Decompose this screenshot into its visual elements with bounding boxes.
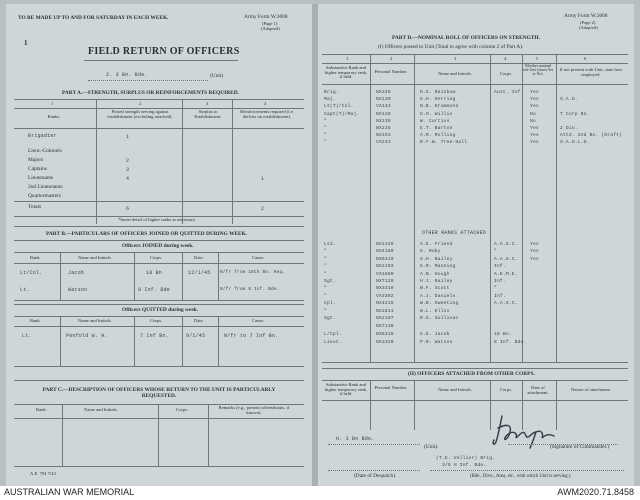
roll-name: W. Curtiss xyxy=(420,118,450,124)
unit-value: 2. 3 Bn. Bde. xyxy=(106,72,148,78)
roll-unit: Yes xyxy=(530,126,539,131)
roll-rank: L/Cpl. xyxy=(324,332,342,337)
joined-cause: N/fr from 18th Bn. Req. xyxy=(220,270,286,275)
joined-rank: Lt. xyxy=(20,287,30,293)
roll-corps: 8 Inf. Bde. xyxy=(494,340,527,345)
col-header: Corps. xyxy=(150,318,163,323)
roll-name: W.L. Ellis xyxy=(420,308,450,314)
roll-unit: Yes xyxy=(530,133,539,139)
roll-unit: No xyxy=(530,118,536,124)
rank-label: Lieutenants xyxy=(28,175,54,181)
col-header: Name and Initials. xyxy=(438,71,472,76)
roll-rank: " xyxy=(324,293,327,299)
typed-unit: 3/5 H Inf. Bde. xyxy=(442,463,487,468)
roll-num: VX143 xyxy=(376,104,391,110)
col-header: Surplus to Establishment. xyxy=(194,109,222,119)
footer-right: AWM2020.71.8458 xyxy=(557,487,634,497)
posted-value: 2 xyxy=(126,158,130,164)
roll-rank: Sgt. xyxy=(324,316,336,321)
col-number: 3 xyxy=(206,101,209,106)
left-page xyxy=(6,4,312,486)
quitted-name: Penfold W. H. xyxy=(66,333,108,339)
col-number: 3 xyxy=(454,56,457,61)
roll-num: NX139 xyxy=(376,118,391,124)
totals-reinf: 2 xyxy=(261,206,265,212)
col-number: 6 xyxy=(584,56,587,61)
col-header: Cause. xyxy=(252,255,265,260)
roll-rank: " xyxy=(324,118,327,124)
roll-rank: " xyxy=(324,256,327,262)
rank-label: Quartermasters xyxy=(28,193,61,199)
sub-i: (I) Officers posted to Unit (Total to agree with column 2 of Part A). xyxy=(378,44,524,50)
roll-name: G.H. Willis xyxy=(420,111,453,117)
ranks-list xyxy=(28,149,63,203)
roll-emp: 2 Div. xyxy=(560,126,578,131)
reinf-value: 1 xyxy=(261,176,265,182)
roll-num: VX3302 xyxy=(376,293,394,299)
roll-rank: " xyxy=(324,271,327,277)
form-title: FIELD RETURN OF OFFICERS xyxy=(88,46,240,57)
roll-name: D.G. Rainbow xyxy=(420,90,456,95)
roll-corps: A.A.S.C. xyxy=(494,256,518,262)
roll-num: NX130 xyxy=(376,97,391,103)
footnote: *Insert detail of higher ranks as necessary. xyxy=(118,217,196,222)
col-header: Substantive Rank and higher temporary rank, if held. xyxy=(324,65,368,80)
form-adapted: (Adapted) xyxy=(579,25,598,30)
roll-num: NX3310 xyxy=(376,286,394,292)
roll-corps: A.E.M.E. xyxy=(494,271,518,277)
unit-label: (Unit) xyxy=(210,73,224,79)
roll-name: A.R. Rolling xyxy=(420,133,456,139)
roll-num: NX2107 xyxy=(376,316,394,321)
col-header: Personal Number. xyxy=(374,69,408,74)
roll-name: A.E. Friend xyxy=(420,242,453,247)
roll-rank: Brig. xyxy=(324,90,339,95)
col-number: 2 xyxy=(139,101,142,106)
roll-rank: " xyxy=(324,126,327,131)
rank-label: Captains xyxy=(28,166,47,172)
roll-num: NX7120 xyxy=(376,279,394,284)
col-header: Name and Initials. xyxy=(84,407,118,412)
footer-bar xyxy=(0,486,640,500)
col-header: Corps. xyxy=(499,71,513,76)
part-d-heading: PART D.—NOMINAL ROLL OF OFFICERS ON STRENGTH. xyxy=(392,35,540,41)
joined-corps: 18 Bn xyxy=(146,270,163,276)
roll-num: NX4180 xyxy=(376,249,394,255)
roll-rank: Cpl. xyxy=(324,301,336,307)
roll-rank: Sgt. xyxy=(324,279,336,284)
signature-label: (Signature of Commander.) xyxy=(550,444,610,450)
col-header: Whether nominal role Unit (insert Yes or No). xyxy=(522,64,554,76)
joined-date: 12/1/45 xyxy=(188,270,211,276)
roll-corps: " xyxy=(494,286,497,292)
roll-num: VX243 xyxy=(376,140,391,146)
roll-num: NX128 xyxy=(376,111,391,117)
roll-name: W.F. Scott xyxy=(420,286,450,292)
roll-unit: Yes xyxy=(530,97,539,103)
roll-name: G.R. Manning xyxy=(420,264,456,270)
col-header: Rank. xyxy=(30,318,41,323)
col-header: Nature of attachment. xyxy=(571,387,611,392)
part-b-heading: PART B.—PARTICULARS OF OFFICERS JOINED OR QUITTED DURING WEEK. xyxy=(46,231,248,237)
roll-rank: Lieut. xyxy=(324,340,342,345)
roll-num: NX1811 xyxy=(376,308,394,314)
roll-name: E.T. Barton xyxy=(420,126,453,131)
roll-unit: Yes xyxy=(530,140,539,146)
margin-mark: 1 xyxy=(24,39,28,47)
posted-value: 3 xyxy=(126,167,130,173)
roll-rank: " xyxy=(324,249,327,255)
roll-name: R.G. Sullivan xyxy=(420,316,459,321)
roll-num: NX1346 xyxy=(376,242,394,247)
roll-unit: Yes xyxy=(530,249,539,255)
quitted-cause: N/fr to 7 Inf Bn. xyxy=(224,333,279,339)
roll-rank: Lt(T)/Col. xyxy=(324,104,354,110)
roll-name: H.J. Bailey xyxy=(420,279,453,284)
date-label: (Date of Despatch). xyxy=(354,473,397,479)
quitted-corps: 7 Inf Bn. xyxy=(140,333,169,339)
col-header: Corps. xyxy=(150,255,163,260)
form-id: Army Form W.3008 xyxy=(564,13,608,19)
joined-corps: 8 Inf. Bde xyxy=(138,287,171,293)
roll-unit: Yes xyxy=(530,90,539,95)
totals-label: Totals xyxy=(28,204,42,210)
roll-num: NX3320 xyxy=(376,340,394,345)
col-header: Date. xyxy=(194,255,204,260)
roll-rank: " xyxy=(324,140,327,146)
part-a-heading: PART A.—STRENGTH, SURPLUS OR REINFORCEMENTS REQUIRED. xyxy=(62,90,239,96)
rank-label: Lieut.-Colonels xyxy=(28,148,62,154)
rank-label: Majors xyxy=(28,157,44,163)
typed-rank: Brigadier xyxy=(28,133,57,139)
unit-label: (Unit). xyxy=(424,444,439,450)
roll-name: N.B. Drummond xyxy=(420,104,459,110)
roll-unit: Yes xyxy=(530,104,539,110)
form-page: (Page 1) xyxy=(262,21,278,26)
col-header: Rank. xyxy=(30,255,41,260)
print-code: A.E. 794 7/43 xyxy=(30,471,56,476)
roll-emp: Attd. 2nd Bn. (Draft) xyxy=(560,133,623,139)
roll-num: NX4215 xyxy=(376,301,394,307)
roll-rank: Capt(T)/Maj. xyxy=(324,111,360,117)
quitted-heading: Officers QUITTED during week. xyxy=(122,307,199,313)
roll-name: A.B. Hough xyxy=(420,271,450,277)
col-header: Name and Initials. xyxy=(78,255,112,260)
roll-name: P.R. Watson xyxy=(420,340,453,345)
col-header: Corps. xyxy=(499,387,513,392)
joined-name: Watson xyxy=(68,287,88,293)
sub-ii: (II) OFFICERS ATTACHED FROM OTHER CORPS. xyxy=(408,371,535,377)
bde-label: (Bde., Divn., Area, etc., with which Unit is serving.) xyxy=(470,474,571,479)
col-number: 4 xyxy=(264,101,267,106)
roll-corps: Inf. xyxy=(494,293,506,299)
col-number: 1 xyxy=(51,101,54,106)
roll-name: S.H. Bailey xyxy=(420,256,453,262)
roll-unit: Yes xyxy=(530,256,539,262)
col-header: Name and Initials. xyxy=(78,318,112,323)
roll-banner: OTHER RANKS ATTACHED xyxy=(422,230,487,236)
joined-heading: Officers JOINED during week. xyxy=(122,243,194,249)
posted-value: 1 xyxy=(126,134,130,140)
typed-name: (T.E. Vellier) Brig. xyxy=(436,456,496,461)
roll-name: G.H. Herring xyxy=(420,97,456,103)
roll-num: NX346 xyxy=(376,90,391,95)
col-header: If not present with Unit, state how employed. xyxy=(559,67,623,77)
roll-rank: " xyxy=(324,264,327,270)
joined-name: Jacob xyxy=(68,270,85,276)
roll-unit: No xyxy=(530,111,536,117)
roll-emp: S.A.O. xyxy=(560,97,578,103)
rank-label: 2nd Lieutenants xyxy=(28,184,63,190)
posted-value: 4 xyxy=(126,176,130,182)
col-header: Rank. xyxy=(36,407,47,412)
joined-rank: Lt/Col. xyxy=(20,270,43,276)
roll-corps: 18 Bn. xyxy=(494,332,512,337)
col-header: Cause. xyxy=(252,318,265,323)
top-notice: TO BE MADE UP TO AND FOR SATURDAY IN EACH WEEK. xyxy=(18,15,169,21)
col-header: Date. xyxy=(194,318,204,323)
roll-name: R.F.W. Tree-Hall xyxy=(420,140,468,146)
roll-num: VX1880 xyxy=(376,271,394,277)
col-header: Posted strength serving against establishment (excluding attached). xyxy=(107,109,173,119)
roll-rank: " xyxy=(324,308,327,314)
quitted-date: 9/1/45 xyxy=(186,333,206,339)
roll-num: NX7138 xyxy=(376,324,394,329)
roll-name: A.J. Daniels xyxy=(420,293,456,299)
totals-posted: 6 xyxy=(126,206,130,212)
roll-num: NX2103 xyxy=(376,264,394,270)
roll-rank: " xyxy=(324,133,327,139)
col-header: Reinforcements required (i.e. deficits on establishment). xyxy=(240,109,294,119)
part-c-heading: PART C.—DESCRIPTION OF OFFICERS WHOSE RETURN TO THE UNIT IS PARTICULARLY REQUESTED. xyxy=(42,387,276,399)
col-number: 1 xyxy=(346,56,349,61)
roll-emp: T Corp Bn. xyxy=(560,111,590,117)
joined-cause: N/fr from 8 Inf. Bde. xyxy=(220,287,280,292)
roll-corps: A.A.S.C. xyxy=(494,301,518,307)
footer-left: AUSTRALIAN WAR MEMORIAL xyxy=(4,487,135,497)
col-header: Remarks (e.g., present whereabouts, if known). xyxy=(218,405,290,415)
roll-num: WX235 xyxy=(376,126,391,131)
right-page xyxy=(318,4,634,486)
col-header: Ranks. xyxy=(47,114,61,119)
roll-num: NX5316 xyxy=(376,332,394,337)
roll-corps: Inf. xyxy=(494,279,506,284)
roll-unit: Yes xyxy=(530,242,539,247)
col-header: Substantive Rank and higher temporary rank, if held. xyxy=(324,382,368,397)
roll-corps: Inf. xyxy=(494,264,506,270)
col-number: 2 xyxy=(390,56,393,61)
roll-corps: Aust. Inf. xyxy=(494,90,524,95)
roll-num: NX193 xyxy=(376,133,391,139)
roll-name: G.E. Jacob xyxy=(420,332,450,337)
unit-value: H. 3 Bn Bde. xyxy=(336,436,375,442)
form-id: Army Form W.3008 xyxy=(244,14,288,20)
col-header: Corps. xyxy=(176,407,189,412)
roll-name: W.B. Sweeting xyxy=(420,301,459,307)
roll-corps: " xyxy=(494,249,497,255)
roll-num: NX5419 xyxy=(376,256,394,262)
form-adapted: (Adapted) xyxy=(261,26,280,31)
col-header: Date of attachment. xyxy=(527,385,549,395)
roll-emp: S.A.O.L.O. xyxy=(560,140,590,146)
form-page: (Page 2) xyxy=(580,20,596,25)
col-number: 4 xyxy=(504,56,507,61)
quitted-rank: Lt. xyxy=(22,333,32,339)
col-header: Personal Number. xyxy=(374,385,408,390)
roll-name: G. Ruby xyxy=(420,249,441,255)
roll-rank: " xyxy=(324,286,327,292)
roll-corps: A.A.S.C. xyxy=(494,242,518,247)
col-header: Name and Initials. xyxy=(438,387,472,392)
roll-rank: Ltd. xyxy=(324,242,336,247)
roll-rank: Maj. xyxy=(324,97,336,103)
col-number: 5 xyxy=(536,56,539,61)
